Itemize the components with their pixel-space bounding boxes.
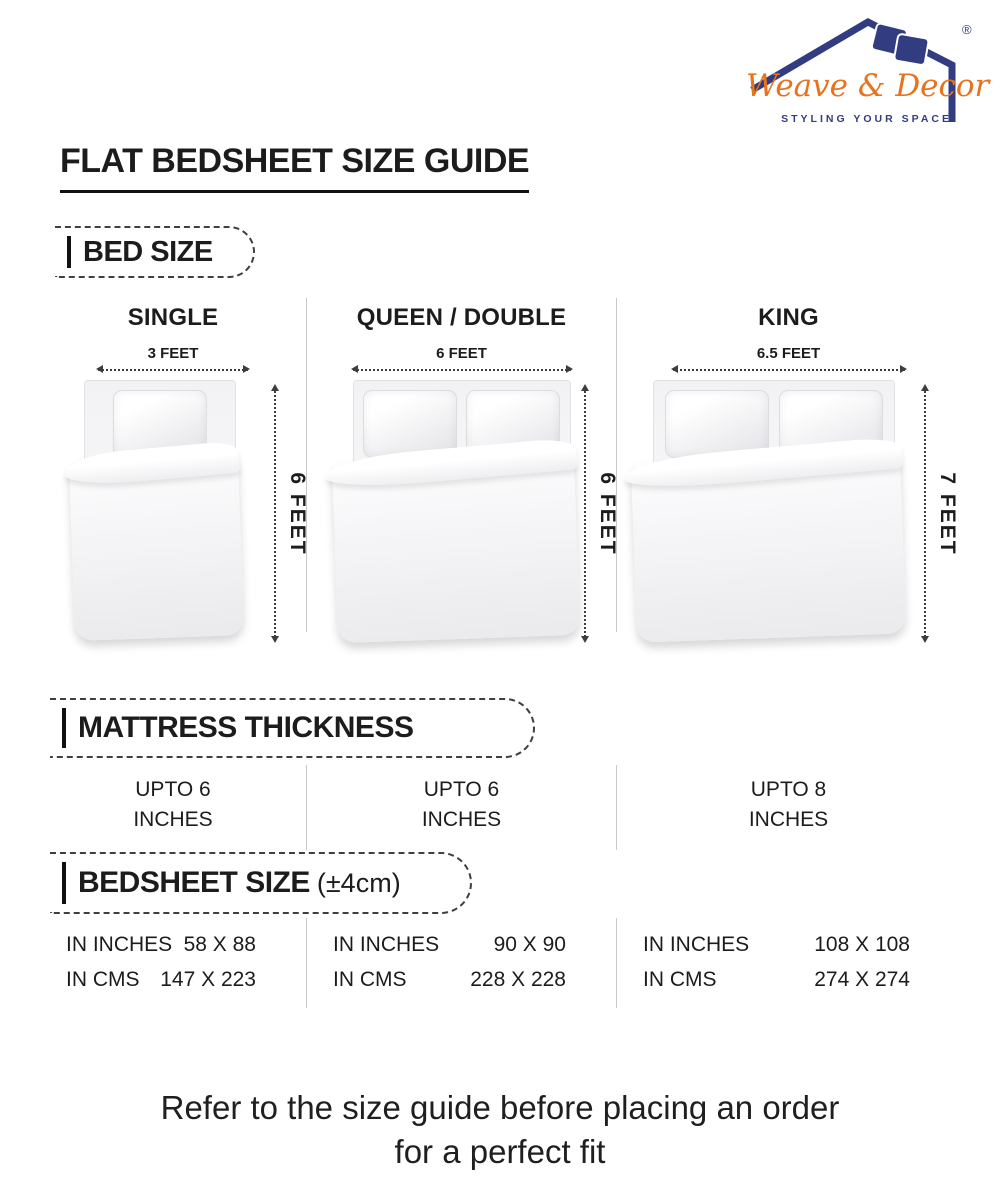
registered-mark-icon: ® bbox=[962, 22, 972, 37]
column-queen-double bbox=[307, 298, 617, 632]
width-arrow-icon bbox=[673, 369, 905, 371]
size-table bbox=[307, 918, 616, 992]
single-bed-illustration bbox=[84, 380, 236, 630]
height-arrow-icon bbox=[584, 386, 619, 641]
badge-accent-bar bbox=[67, 236, 71, 268]
size-value: 147 X 223 bbox=[160, 968, 256, 991]
thickness-queen-double bbox=[307, 765, 617, 850]
height-arrow-icon bbox=[924, 386, 959, 641]
badge-accent-bar bbox=[62, 708, 66, 748]
size-line-cms bbox=[66, 968, 256, 992]
footer-line-2: for a perfect fit bbox=[394, 1132, 606, 1170]
bed-height-label: 6 FEET bbox=[286, 471, 309, 556]
thickness-value: UPTO 6 INCHES bbox=[421, 778, 502, 832]
height-arrow-icon bbox=[274, 386, 309, 641]
column-single bbox=[40, 298, 307, 632]
queen-bed-illustration bbox=[353, 380, 571, 632]
size-table bbox=[617, 918, 960, 992]
bed-type-label: SINGLE bbox=[127, 304, 219, 331]
size-table bbox=[40, 918, 306, 992]
size-line-inches bbox=[66, 933, 256, 957]
size-value: 228 X 228 bbox=[470, 968, 566, 991]
page-title: FLAT BEDSHEET SIZE GUIDE bbox=[60, 142, 529, 193]
bed-height-label: 6 FEET bbox=[596, 471, 619, 556]
unit-label: IN INCHES bbox=[643, 933, 750, 956]
size-line-cms bbox=[643, 968, 910, 992]
footer-note bbox=[0, 1086, 1000, 1173]
thickness-value: UPTO 6 INCHES bbox=[133, 778, 213, 832]
bed-width-label: 3 FEET bbox=[147, 345, 199, 362]
brand-wordmark: Weave & Decor bbox=[746, 68, 990, 104]
brand-logo bbox=[746, 12, 990, 128]
bedsheet-size-section-badge bbox=[50, 852, 472, 914]
bed-width-label: 6 FEET bbox=[436, 345, 487, 362]
sheet-size-king bbox=[617, 918, 960, 1008]
footer-line-1: Refer to the size guide before placing an order bbox=[160, 1089, 840, 1126]
thickness-single bbox=[40, 765, 307, 850]
king-bed-illustration bbox=[653, 380, 895, 630]
size-line-cms bbox=[333, 968, 566, 992]
unit-label: IN CMS bbox=[66, 968, 140, 991]
thickness-value: UPTO 8 INCHES bbox=[748, 778, 829, 832]
size-value: 90 X 90 bbox=[493, 933, 566, 956]
bed-type-label: QUEEN / DOUBLE bbox=[356, 304, 567, 331]
bed-size-row bbox=[40, 298, 960, 616]
sheet-size-single bbox=[40, 918, 307, 1008]
pillow-shape bbox=[665, 390, 769, 458]
bedsheet-size-tolerance: (±4cm) bbox=[316, 867, 401, 898]
unit-label: IN INCHES bbox=[66, 933, 173, 956]
width-arrow-icon bbox=[98, 369, 248, 371]
bed-height-label: 7 FEET bbox=[936, 471, 959, 556]
bed-size-section-label: BED SIZE bbox=[83, 235, 213, 268]
unit-label: IN INCHES bbox=[333, 933, 440, 956]
unit-label: IN CMS bbox=[643, 968, 717, 991]
bed-size-section-badge bbox=[55, 226, 255, 278]
column-king bbox=[617, 298, 960, 632]
bedsheet-size-section-label: BEDSHEET SIZE bbox=[78, 866, 310, 899]
size-line-inches bbox=[333, 933, 566, 957]
unit-label: IN CMS bbox=[333, 968, 407, 991]
brand-tagline: STYLING YOUR SPACE bbox=[781, 113, 952, 125]
duvet-shape bbox=[631, 453, 906, 642]
bed-width-label: 6.5 FEET bbox=[756, 345, 821, 362]
bedsheet-size-row bbox=[40, 918, 960, 1008]
mattress-thickness-section-label: MATTRESS THICKNESS bbox=[78, 711, 414, 744]
duvet-shape bbox=[69, 455, 244, 641]
badge-accent-bar bbox=[62, 862, 66, 904]
duvet-shape bbox=[332, 454, 580, 644]
pillows-icon bbox=[871, 23, 929, 66]
thickness-king bbox=[617, 765, 960, 850]
width-arrow-icon bbox=[353, 369, 571, 371]
size-value: 108 X 108 bbox=[814, 933, 910, 956]
size-value: 58 X 88 bbox=[183, 933, 256, 956]
mattress-thickness-row bbox=[40, 765, 960, 850]
mattress-thickness-section-badge bbox=[50, 698, 535, 758]
size-value: 274 X 274 bbox=[814, 968, 910, 991]
sheet-size-queen-double bbox=[307, 918, 617, 1008]
bed-type-label: KING bbox=[758, 304, 819, 331]
size-line-inches bbox=[643, 933, 910, 957]
